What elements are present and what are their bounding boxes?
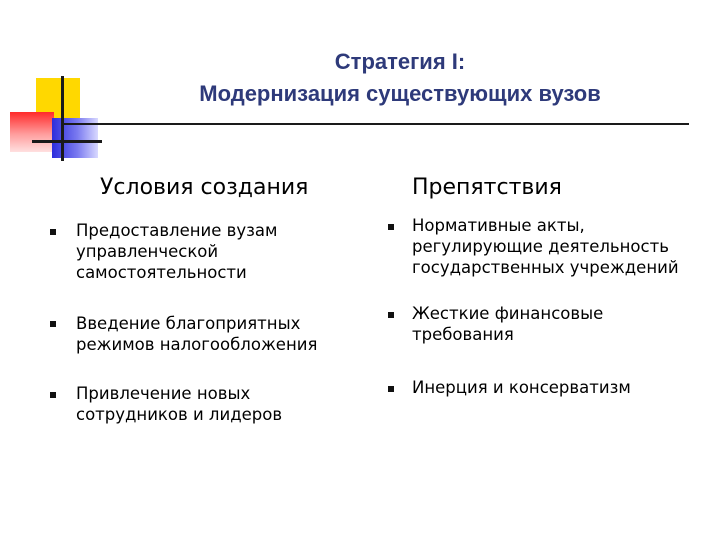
left-column-heading: Условия создания bbox=[100, 175, 309, 200]
left-item-text: Предоставление вузам управленческой самостоятельности bbox=[76, 221, 278, 282]
decor-vertical-line bbox=[61, 76, 64, 161]
right-item-text: Жесткие финансовые требования bbox=[412, 304, 604, 344]
bullet-icon bbox=[388, 386, 394, 392]
decor-red-square bbox=[10, 112, 54, 152]
right-item-text: Инерция и консерватизм bbox=[412, 378, 631, 397]
title-underline bbox=[64, 123, 689, 125]
decor-horizontal-line-short bbox=[32, 140, 102, 143]
bullet-icon bbox=[50, 392, 56, 398]
bullet-icon bbox=[388, 312, 394, 318]
slide-title-line2: Модернизация существующих вузов bbox=[199, 81, 601, 106]
bullet-icon bbox=[50, 321, 56, 327]
left-item-text: Введение благоприятных режимов налогообложения bbox=[76, 314, 318, 354]
bullet-icon bbox=[50, 229, 56, 235]
left-item-text: Привлечение новых сотрудников и лидеров bbox=[76, 384, 283, 424]
bullet-icon bbox=[388, 224, 394, 230]
slide-title-line1: Стратегия I: bbox=[334, 49, 466, 74]
right-column-heading: Препятствия bbox=[412, 175, 562, 200]
slide-title bbox=[120, 46, 680, 110]
right-item-text: Нормативные акты, регулирующие деятельность государственных учреждений bbox=[412, 216, 679, 277]
